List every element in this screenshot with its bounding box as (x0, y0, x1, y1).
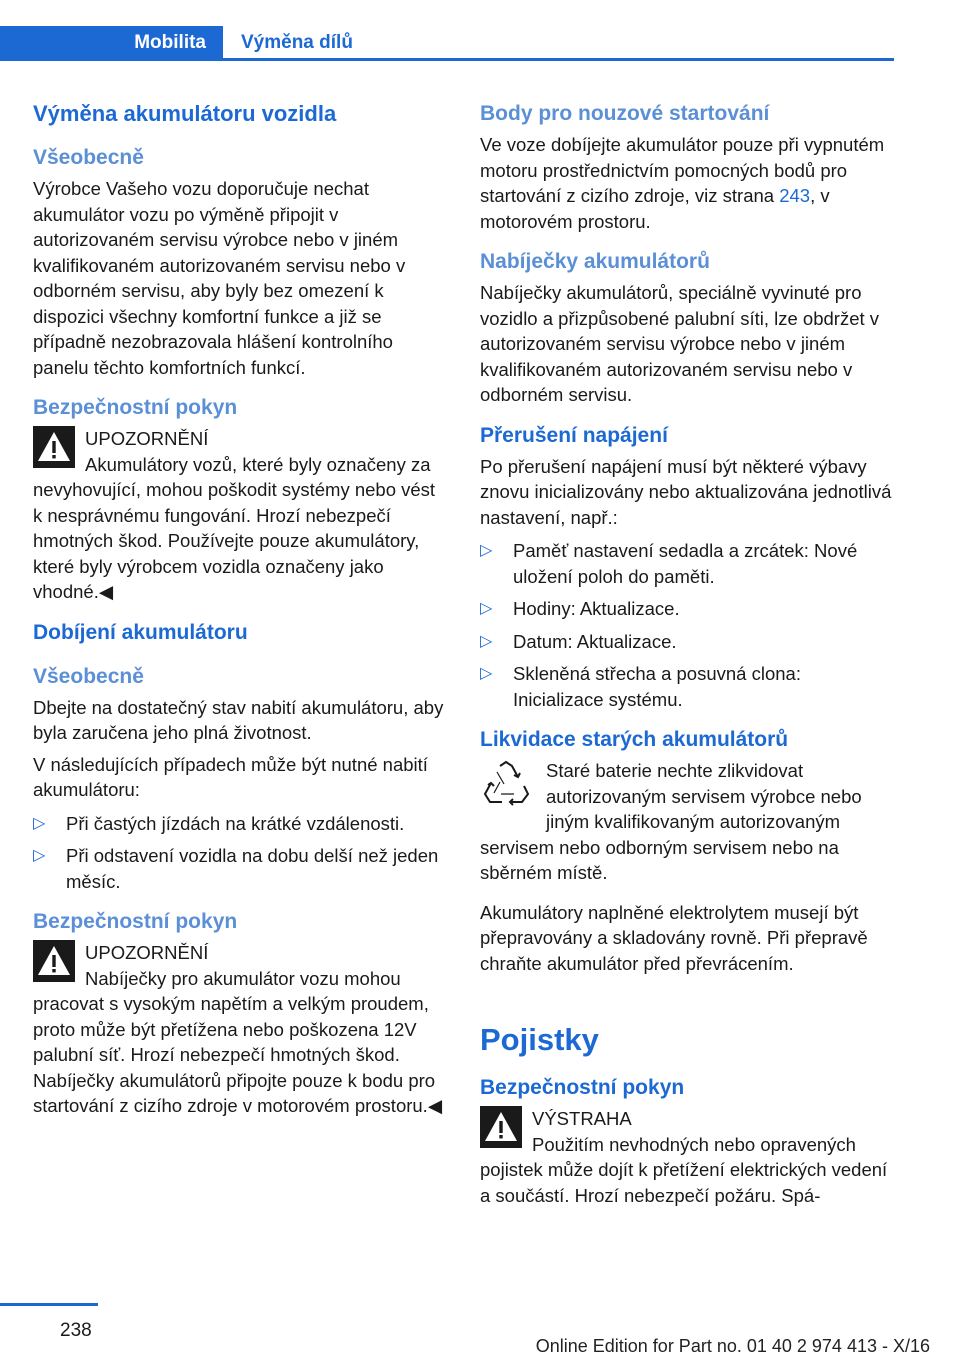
jump-text-before: Ve voze dobíjejte akumulátor pouze při vypnutém motoru prostřednictvím pomocných bodů pro startování z cizího zdroje, viz strana (480, 134, 885, 206)
paragraph-power-interruption: Po přerušení napájení musí být některé výbavy znovu inicializovány nebo aktualizována jednotlivá nastavení, např.: (480, 455, 892, 528)
list-item-text: Hodiny: Aktualizace. (513, 598, 680, 619)
subheading-power-interruption: Přerušení napájení (480, 423, 668, 447)
list-item (480, 596, 896, 622)
list-item (33, 811, 445, 837)
section-title-battery-replacement: Výměna akumulátoru vozidla (33, 101, 337, 126)
warning-text: Akumulátory vozů, které byly označeny za nevyhovující, mohou poškodit systémy nebo vést k nesprávnému fungování. Hrozí nebezpečí hmotných škod. Používejte pouze akumulátory, které byly výrobcem vozidla označeny jako vhodné.◀ (33, 453, 436, 602)
list-item-text: Při častých jízdách na krátké vzdálenosti. (66, 812, 405, 834)
list-item (480, 661, 896, 712)
bullet-icon: ▷ (33, 847, 46, 864)
list-item-text: Datum: Aktualizace. (513, 630, 677, 652)
warning-triangle-icon (480, 1106, 522, 1148)
list-item-text: Při odstavení vozidla na dobu delší než jeden měsíc. (66, 845, 439, 892)
subheading-safety: Bezpečnostní pokyn (33, 396, 238, 419)
bullet-icon: ▷ (480, 542, 493, 559)
paragraph-chargers: Nabíječky akumulátorů, speciálně vyvinuté pro vozidlo a přizpůsobené palubní síti, lze obdržet v autorizovaném servisu výrobce nebo v jiném kvalifikovaném autorizovaném servisu nebo v odborném servisu. (480, 282, 880, 405)
charging-list (33, 811, 445, 895)
bullet-icon: ▷ (480, 632, 493, 650)
warning-label: UPOZORNĚNÍ (85, 428, 209, 449)
list-item (33, 843, 445, 894)
bullet-icon: ▷ (480, 665, 493, 682)
warning-text: Nabíječky pro akumulátor vozu mohou pracovat s vysokým napětím a velkým proudem, proto může být přetížena nebo poškozena 12V palubní síť. Hrozí nebezpečí hmotných škod. Nabíječky akumulátorů připojte pouze k bodu pro startování z cizího zdroje v motorovém prostoru.◀ (33, 967, 443, 1116)
section-title-fuses: Pojistky (480, 1022, 599, 1057)
warning-block (33, 940, 445, 1119)
page-number: 238 (60, 1320, 92, 1341)
paragraph-jump-start (480, 132, 896, 234)
warning-triangle-icon (33, 426, 75, 468)
list-item-text: Paměť nastavení sedadla a zrcátek: Nové uložení poloh do paměti. (513, 540, 858, 587)
footer-rule (0, 1303, 98, 1306)
subheading-safety: Bezpečnostní pokyn (33, 910, 238, 933)
warning-triangle-icon (33, 940, 75, 982)
header-rule (0, 58, 894, 61)
subheading-general: Všeobecně (33, 664, 144, 688)
paragraph-charge-level: Dbejte na dostatečný stav nabití akumulátoru, aby byla zaručena jeho plná životnost. (33, 696, 444, 743)
section-tab-mobility[interactable]: Mobilita (0, 26, 223, 61)
list-item (480, 629, 896, 655)
subheading-battery-disposal: Likvidace starých akumulátorů (480, 728, 789, 751)
warning-block (480, 1106, 896, 1208)
disposal-text: Staré baterie nechte zlikvidovat autorizovaným servisem výrobce nebo jiným kvalifikovaným autorizovaným servisem nebo odborným servisem nebo na sběrném místě. (480, 760, 862, 883)
warning-block (33, 426, 445, 605)
paragraph-transport: Akumulátory naplněné elektrolytem musejí být přepravovány a skladovány rovně. Při přepravě chraňte akumulátor před převrácením. (480, 901, 868, 974)
paragraph-general: Výrobce Vašeho vozu doporučuje nechat akumulátor vozu po výměně připojit v autorizovaném servisu výrobce nebo v jiném kvalifikovaném autorizovaném servisu nebo v odborném servisu, aby byly bez omezení k dispozici všechny komfortní funkce a již se případně nezobrazovala hlášení kontrolního panelu těchto komfortních funkcí. (33, 178, 406, 378)
interruption-list (480, 538, 896, 712)
warning-label: UPOZORNĚNÍ (85, 942, 209, 963)
warning-label: VÝSTRAHA (532, 1108, 632, 1129)
list-item-text: Skleněná střecha a posuvná clona: Inicializace systému. (513, 663, 801, 710)
disposal-block (480, 758, 896, 886)
bullet-icon: ▷ (33, 814, 46, 832)
warning-text: Použitím nevhodných nebo opravených pojistek může dojít k přetížení elektrických vedení a součástí. Hrozí nebezpečí požáru. Spá- (480, 1133, 888, 1206)
subheading-safety: Bezpečnostní pokyn (480, 1076, 685, 1099)
right-column (480, 100, 896, 1222)
paragraph-charge-cases: V následujících případech může být nutné nabití akumulátoru: (33, 753, 428, 800)
page-header (0, 0, 894, 61)
recycle-icon (480, 758, 532, 810)
page-link-243[interactable]: 243 (779, 185, 811, 206)
subheading-chargers: Nabíječky akumulátorů (480, 250, 710, 273)
subsection-tab-parts-replacement[interactable]: Výměna dílů (241, 32, 353, 53)
edition-note: Online Edition for Part no. 01 40 2 974 413 - X/16 (535, 1336, 930, 1356)
subheading-general: Všeobecně (33, 146, 144, 169)
subheading-jump-start-points: Body pro nouzové startování (480, 102, 770, 125)
list-item (480, 538, 896, 589)
left-column (33, 100, 445, 1133)
bullet-icon: ▷ (480, 600, 493, 617)
jump-text-after: , v motorovém prostoru. (480, 185, 830, 232)
section-title-charging: Dobíjení akumulátoru (33, 620, 248, 644)
